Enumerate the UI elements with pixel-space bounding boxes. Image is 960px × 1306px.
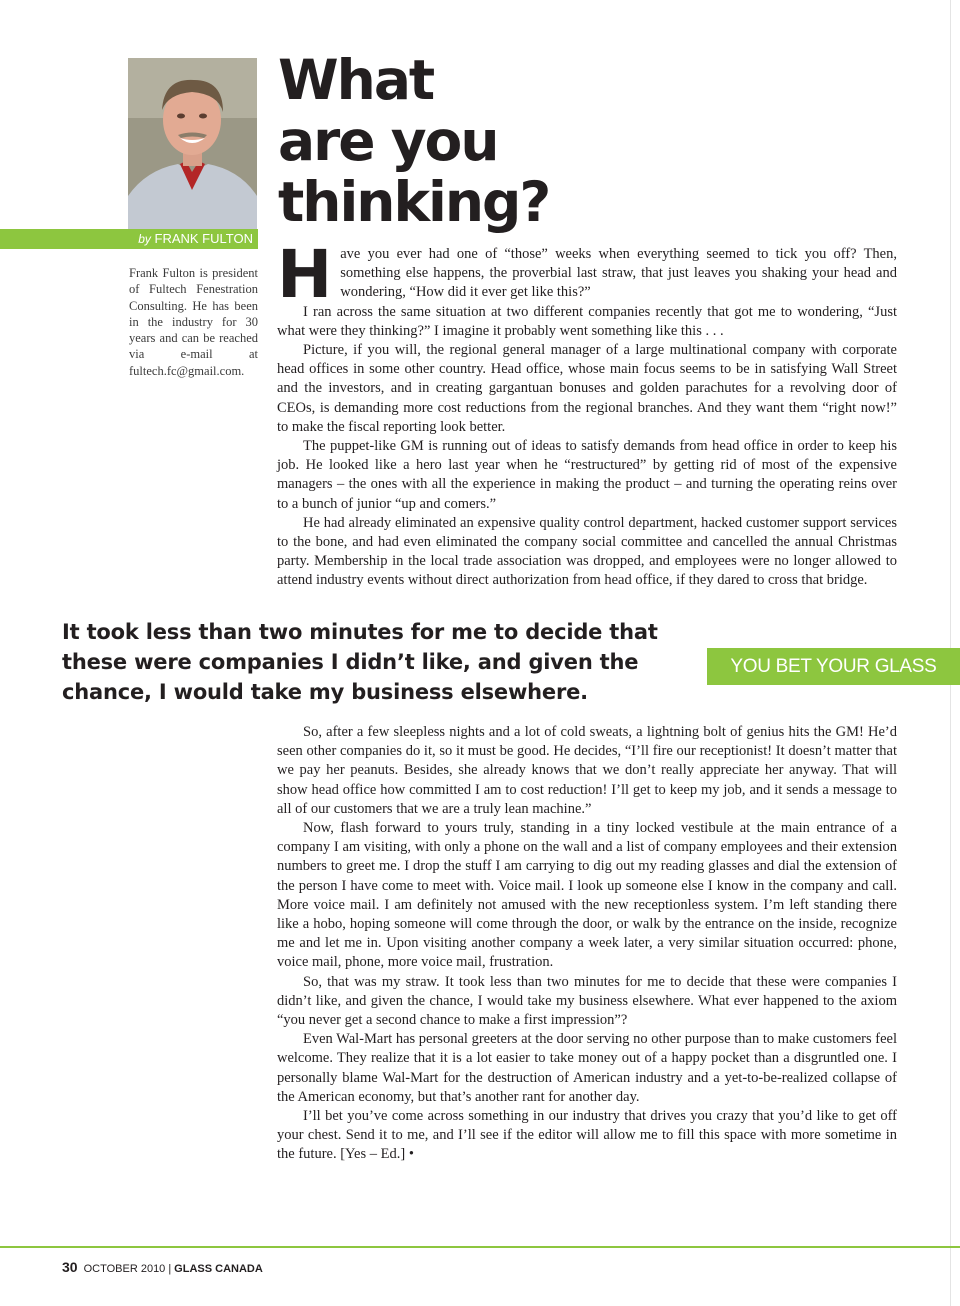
byline-prefix: by	[138, 232, 151, 246]
drop-cap: H	[277, 236, 333, 313]
pull-quote: It took less than two minutes for me to decide that these were companies I didn’t like, and given the chance, I would take my business elsewhere.	[62, 620, 658, 704]
magazine-name: GLASS CANADA	[174, 1263, 263, 1275]
article-body-part-2	[277, 723, 897, 1165]
footer-rule	[0, 1246, 960, 1248]
byline	[0, 229, 258, 249]
body-paragraph: Picture, if you will, the regional general manager of a large multinational company with corporate head offices in some other country. Head office, whose main focus seems to be in satisfying Wall Street and the investors, and in creating gargantuan bonuses and golden parachutes for a revolving door of CEOs, is demanding more cost reductions from the regional branches. And they want them “right now!” to make the fiscal reporting look better.	[277, 342, 897, 435]
author-bio: Frank Fulton is president of Fultech Fenestration Consulting. He has been in the industry for 30 years and can be reached via e-mail at fultech.fc@gmail.com.	[129, 266, 258, 378]
issue-date: OCTOBER 2010	[83, 1263, 166, 1275]
byline-author-name: FRANK FULTON	[154, 231, 253, 246]
section-tag: YOU BET YOUR GLASS	[707, 648, 960, 685]
footer-separator: |	[168, 1263, 172, 1275]
body-paragraph: The puppet-like GM is running out of ideas to satisfy demands from head office in order to keep his job. He looked like a hero last year when he “restructured” by getting rid of most of the expensive managers – the ones with all the experience in making the product – and turning the operating reins over to a bunch of junior “up and comers.”	[277, 438, 897, 512]
author-photo	[128, 58, 257, 230]
author-portrait-image	[128, 58, 257, 230]
body-paragraph: He had already eliminated an expensive quality control department, hacked customer support services to the bone, and had even eliminated the company social committee and cancelled the annual Christmas party. Membership in the local trade association was dropped, and employees were no longer allowed to attend industry events without direct authorization from head office, if they dared to cross that bridge.	[277, 514, 897, 589]
body-paragraph: So, after a few sleepless nights and a lot of cold sweats, a lightning bolt of genius hits the GM! He’d seen other companies do it, so it must be good. He decides, “I’ll fire our receptionist! It doesn’t matter that we pay her peanuts. Besides, she already knows that we don’t really appreciate her anyway. That will show head office how committed I am to cost reduction! I’ll get to keep my job, and it sends a message to all of our customers that we are a truly lean machine.”	[277, 724, 897, 817]
body-paragraph: Now, flash forward to yours truly, standing in a tiny locked vestibule at the main entrance of a company I am visiting, with only a phone on the wall and a list of company employees and their extension numbers to greet me. I drop the stuff I am carrying to dig out my reading glasses and dial the extension of the person I have come to meet with. Voice mail. I look up someone else I know in the company and call. More voice mail. I am definitely not amused with the new receptionless system. I’m left standing there like a hobo, hoping someone will come through the door, or walk by the entrance on the inside, recognize me and let me in. Upon visiting another company a week later, a very similar situation occurred: phone, voice mail, phone, more voice mail, frustration.	[277, 820, 897, 971]
body-paragraph	[277, 236, 897, 313]
page-number: 30	[62, 1259, 78, 1275]
article-title	[278, 50, 549, 233]
article-title-line: are you	[278, 109, 498, 173]
body-paragraph: I’ll bet you’ve come across something in our industry that drives you crazy that you’d like to get off your chest. Send it to me, and I’ll see if the editor will allow me to fill this space with more sometime in the future. [Yes – Ed.] •	[277, 1108, 897, 1163]
article-body-part-1	[277, 236, 897, 591]
article-title-line: thinking?	[278, 170, 550, 234]
page-footer	[62, 1258, 263, 1278]
body-paragraph: I ran across the same situation at two different companies recently that got me to wondering, “Just what were they thinking?” I imagine it probably went something like this . . .	[277, 303, 897, 339]
body-paragraph-text: ave you ever had one of “those” weeks when everything seemed to tick you off? Then, something else happens, the proverbial last straw, that just leaves you shaking your head and wondering, “How did it ever get like this?”	[340, 246, 897, 301]
body-paragraph: So, that was my straw. It took less than two minutes for me to decide that these were companies I didn’t like, and given the chance, I would take my business elsewhere. What ever happened to the axiom “you never get a second chance to make a first impression”?	[277, 973, 897, 1029]
body-paragraph: Even Wal-Mart has personal greeters at the door serving no other purpose than to make customers feel welcome. They realize that it is a lot easier to take money out of a happy pocket than a disgruntled one. I personally blame Wal-Mart for the destruction of American industry and a yet-to-be-realized collapse of the American economy, but that’s another rant for another day.	[277, 1031, 897, 1105]
article-title-line: What	[278, 48, 434, 112]
